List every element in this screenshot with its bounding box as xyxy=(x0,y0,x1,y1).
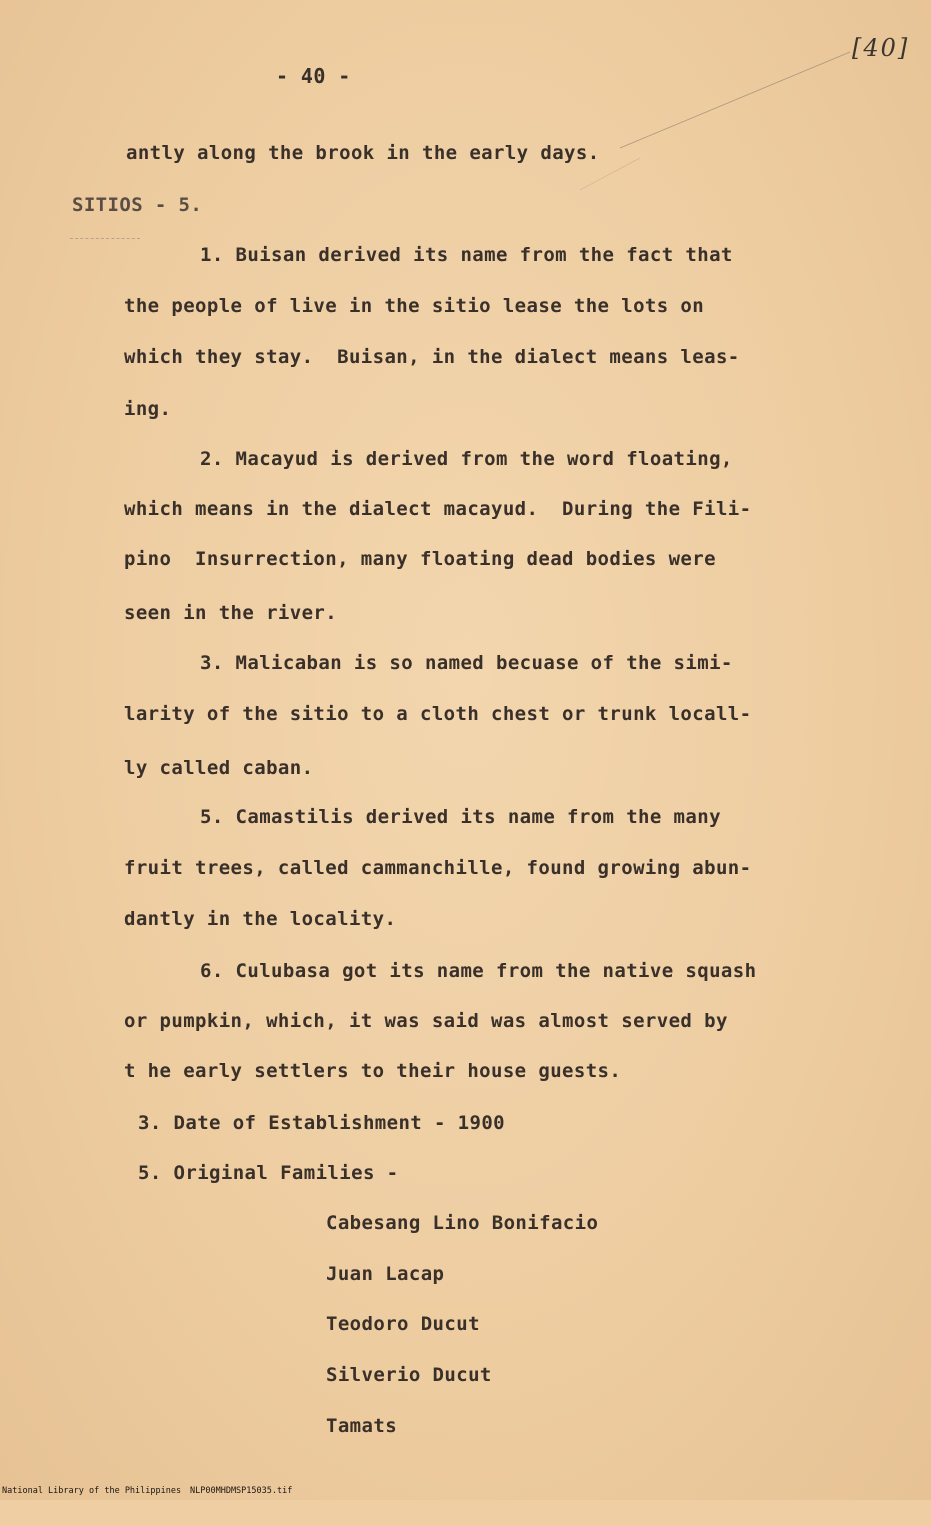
text-line: ly called caban. xyxy=(124,757,314,779)
pencil-stroke xyxy=(0,0,931,260)
text-line: 5. Original Families - xyxy=(138,1162,399,1184)
family-name: Teodoro Ducut xyxy=(326,1313,480,1335)
text-line: pino Insurrection, many floating dead bodies were xyxy=(124,548,716,570)
text-line: 1. Buisan derived its name from the fact that xyxy=(200,244,733,266)
text-line: 5. Camastilis derived its name from the many xyxy=(200,806,721,828)
text-line: seen in the river. xyxy=(124,602,338,624)
text-line: fruit trees, called cammanchille, found growing abun- xyxy=(124,857,752,879)
family-name: Juan Lacap xyxy=(326,1263,445,1285)
text-line: antly along the brook in the early days. xyxy=(126,142,600,164)
text-line: 6. Culubasa got its name from the native squash xyxy=(200,960,757,982)
page-number: - 40 - xyxy=(276,64,351,88)
text-line: 3. Date of Establishment - 1900 xyxy=(138,1112,506,1134)
footer-filename: NLP00MHDMSP15035.tif xyxy=(190,1486,293,1496)
text-line: or pumpkin, which, it was said was almost served by xyxy=(124,1010,728,1032)
text-line: dantly in the locality. xyxy=(124,908,397,930)
text-line: the people of live in the sitio lease the lots on xyxy=(124,295,705,317)
text-line: t he early settlers to their house guests. xyxy=(124,1060,622,1082)
scan-footer xyxy=(0,1486,931,1500)
divider xyxy=(70,238,140,239)
handwritten-page-annotation: [40] xyxy=(852,34,910,62)
family-name: Tamats xyxy=(326,1415,398,1437)
text-line: 2. Macayud is derived from the word floating, xyxy=(200,448,733,470)
text-line: 3. Malicaban is so named becuase of the simi- xyxy=(200,652,733,674)
text-line: which means in the dialect macayud. During the Fili- xyxy=(124,498,752,520)
text-line: which they stay. Buisan, in the dialect means leas- xyxy=(124,346,740,368)
family-name: Silverio Ducut xyxy=(326,1364,492,1386)
footer-library: National Library of the Philippines xyxy=(2,1486,182,1496)
section-heading: SITIOS - 5. xyxy=(72,194,203,216)
text-line: larity of the sitio to a cloth chest or trunk locall- xyxy=(124,703,752,725)
text-line: ing. xyxy=(124,398,172,420)
family-name: Cabesang Lino Bonifacio xyxy=(326,1212,599,1234)
